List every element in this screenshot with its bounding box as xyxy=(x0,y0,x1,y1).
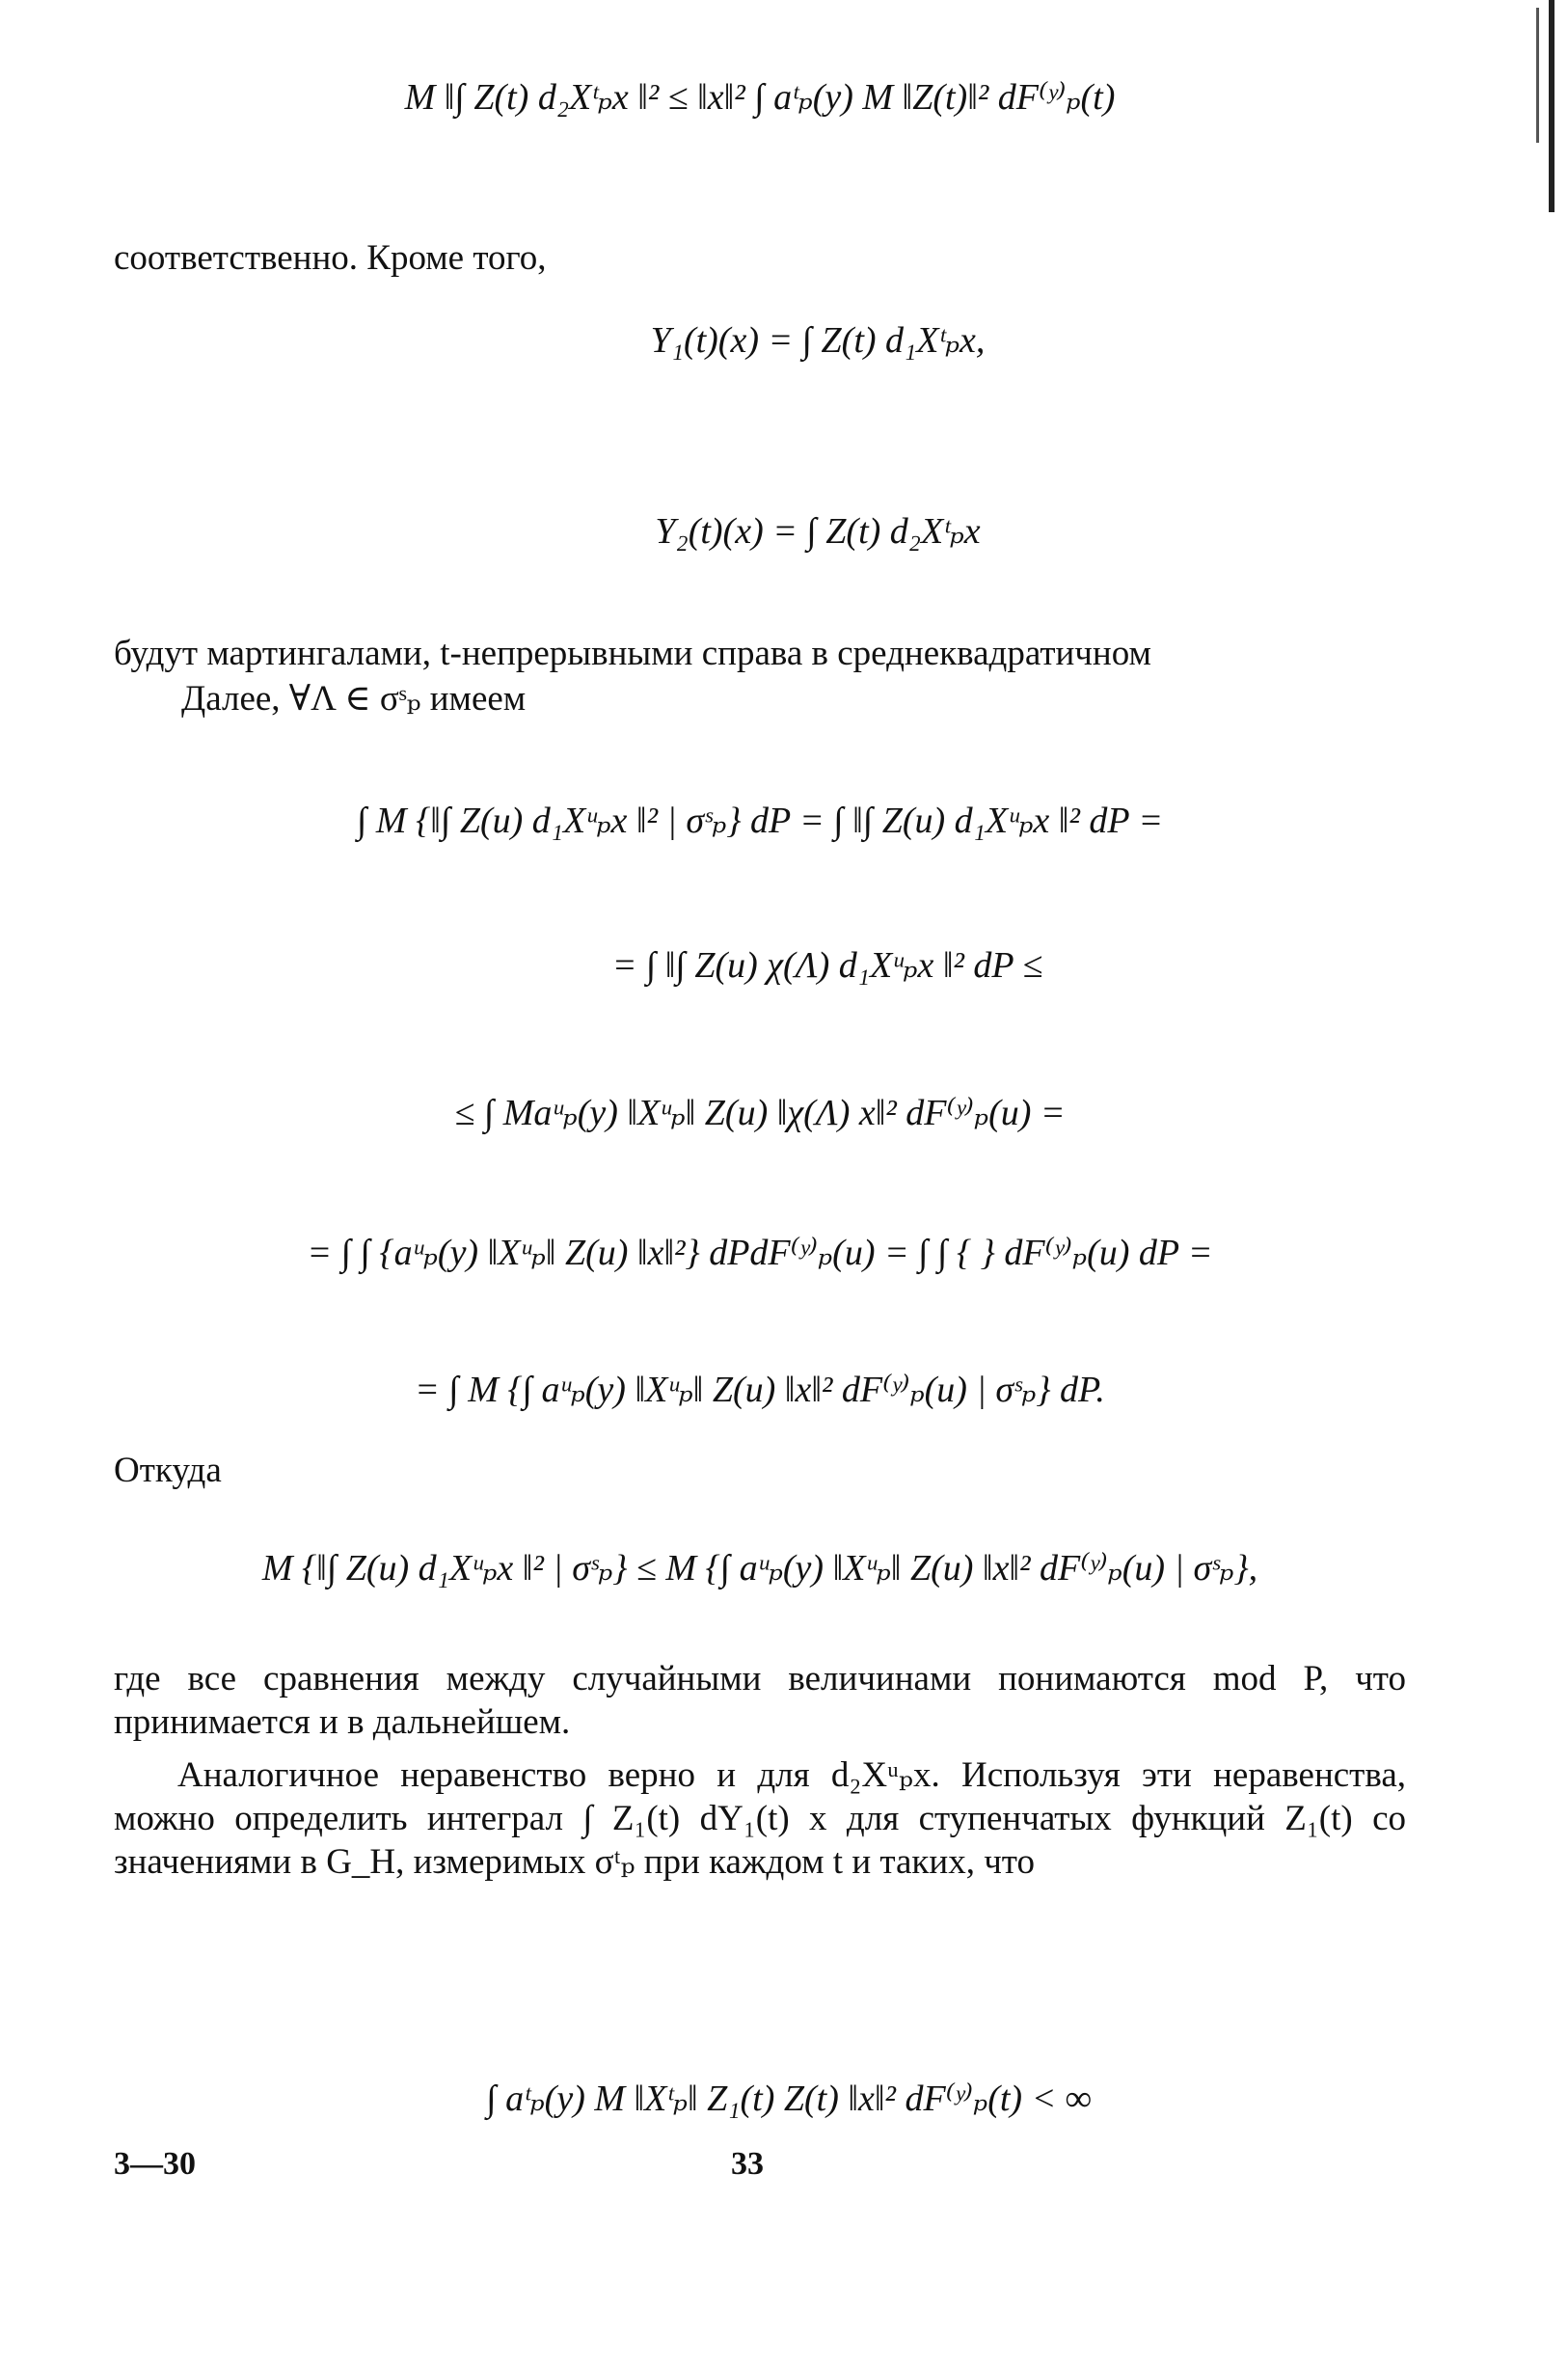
equation-chain-5: = ∫ M {∫ aᵘₚ(y) ‖Xᵘₚ‖ Z(u) ‖x‖² dF⁽ʸ⁾ₚ(u) | σˢₚ} dP. xyxy=(415,1370,1105,1410)
paragraph-6: Аналогичное неравенство верно и для d₂Xᵘₚx. Используя эти неравенства, можно определить интеграл ∫ Z₁(t) dY₁(t) x для ступенчатых функций Z₁(t) со значениями в G_H, измеримых σᵗₚ при каждом t и таких, что xyxy=(114,1755,1406,1883)
equation-result: M {‖∫ Z(u) d₁Xᵘₚx ‖² | σˢₚ} ≤ M {∫ aᵘₚ(y) ‖Xᵘₚ‖ Z(u) ‖x‖² dF⁽ʸ⁾ₚ(u) | σˢₚ}, xyxy=(261,1548,1258,1589)
equation-chain-3: ≤ ∫ Maᵘₚ(y) ‖Xᵘₚ‖ Z(u) ‖χ(Λ) x‖² dF⁽ʸ⁾ₚ(u) = xyxy=(454,1093,1066,1133)
equation-chain-1: ∫ M {‖∫ Z(u) d₁Xᵘₚx ‖² | σˢₚ} dP = ∫ ‖∫ Z(u) d₁Xᵘₚx ‖² dP = xyxy=(357,801,1163,841)
equation-chain-4: = ∫ ∫ {aᵘₚ(y) ‖Xᵘₚ‖ Z(u) ‖x‖²} dPdF⁽ʸ⁾ₚ(u) = ∫ ∫ { } dF⁽ʸ⁾ₚ(u) dP = xyxy=(307,1233,1213,1273)
paragraph-3: Далее, ∀Λ ∈ σˢₚ имеем xyxy=(181,679,527,719)
scan-margin-bar-thin xyxy=(1536,8,1539,143)
paragraph-2: будут мартингалами, t-непрерывными справа в среднеквадратичном xyxy=(114,634,1151,673)
equation-chain-2: = ∫ ‖∫ Z(u) χ(Λ) d₁Xᵘₚx ‖² dP ≤ xyxy=(611,945,1043,986)
paragraph-5: где все сравнения между случайными величинами понимаются mod P, что принимается и в дальнейшем. xyxy=(114,1659,1406,1743)
equation-y2: Y₂(t)(x) = ∫ Z(t) d₂Xᵗₚx xyxy=(655,511,981,552)
page-number: 33 xyxy=(731,2146,764,2182)
equation-top: M ‖∫ Z(t) d₂Xᵗₚx ‖² ≤ ‖x‖² ∫ aᵗₚ(y) M ‖Z(t)‖² dF⁽ʸ⁾ₚ(t) xyxy=(404,77,1116,118)
signature-mark: 3—30 xyxy=(114,2146,196,2182)
paragraph-4: Откуда xyxy=(114,1451,222,1490)
equation-y1: Y₁(t)(x) = ∫ Z(t) d₁Xᵗₚx, xyxy=(650,320,986,361)
paragraph-1: соответственно. Кроме того, xyxy=(114,238,547,278)
scan-margin-bar xyxy=(1549,0,1554,212)
equation-last: ∫ aᵗₚ(y) M ‖Xᵗₚ‖ Z₁(t) Z(t) ‖x‖² dF⁽ʸ⁾ₚ(t) < ∞ xyxy=(486,2079,1092,2119)
